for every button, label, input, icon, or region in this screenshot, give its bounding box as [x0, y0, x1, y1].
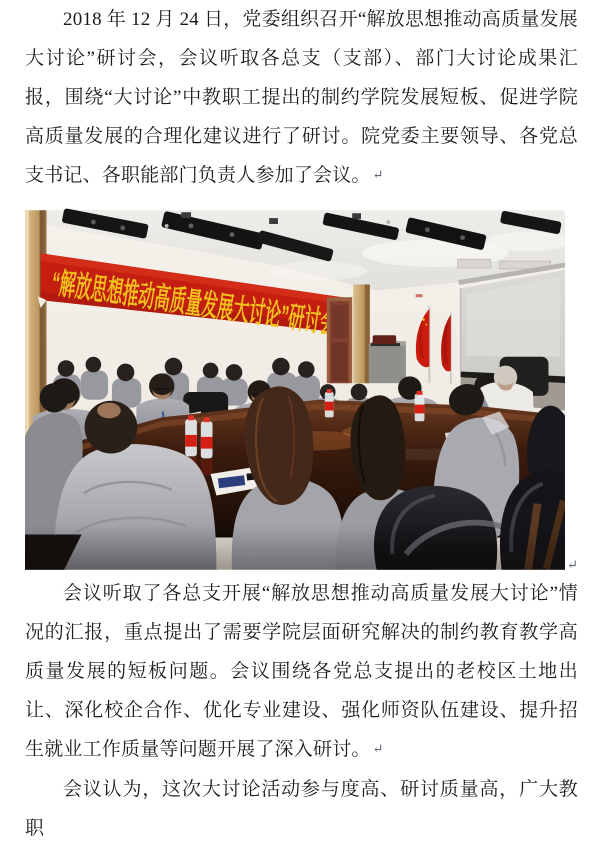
- banner-text: “解放思想推动高质量发展大讨论”研讨会: [49, 267, 367, 346]
- paragraph-2-text: 会议听取了各总支开展“解放思想推动高质量发展大讨论”情况的汇报，重点提出了需要学院层面研究解决的制约教育教学高质量发展的短板问题。会议围绕各党总支提出的老校区土地出让、深化校企合作、优化专业建设、强化师资队伍建设、提升招生就业工作质量等问题开展了深入研讨。: [25, 583, 578, 760]
- meeting-photo: [25, 206, 565, 574]
- paragraph-3-text: 会议认为，这次大讨论活动参与度高、研讨质量高，广大教职: [25, 779, 578, 839]
- photo-paragraph-mark: ↵: [567, 557, 578, 572]
- paragraph-3: [25, 770, 578, 848]
- cabinet-projector: [369, 335, 406, 383]
- paragraph-1: [25, 0, 578, 196]
- photo-block: [25, 206, 578, 574]
- paragraph-1-text: 2018 年 12 月 24 日，党委组织召开“解放思想推动高质量发展大讨论”研讨会，会议听取各总支（支部）、部门大讨论成果汇报，围绕“大讨论”中教职工提出的制约学院发展短板、促进学院高质量发展的合理化建议进行了研讨。院党委主要领导、各党总支书记、各职能部门负责人参加了会议。: [25, 9, 578, 186]
- paragraph-mark: ↵: [372, 741, 384, 756]
- right-wood-pillar: [353, 285, 370, 384]
- door: [327, 297, 352, 383]
- paragraph-2: [25, 574, 578, 770]
- paragraph-mark: ↵: [372, 167, 384, 182]
- photo-vignette: [25, 525, 565, 570]
